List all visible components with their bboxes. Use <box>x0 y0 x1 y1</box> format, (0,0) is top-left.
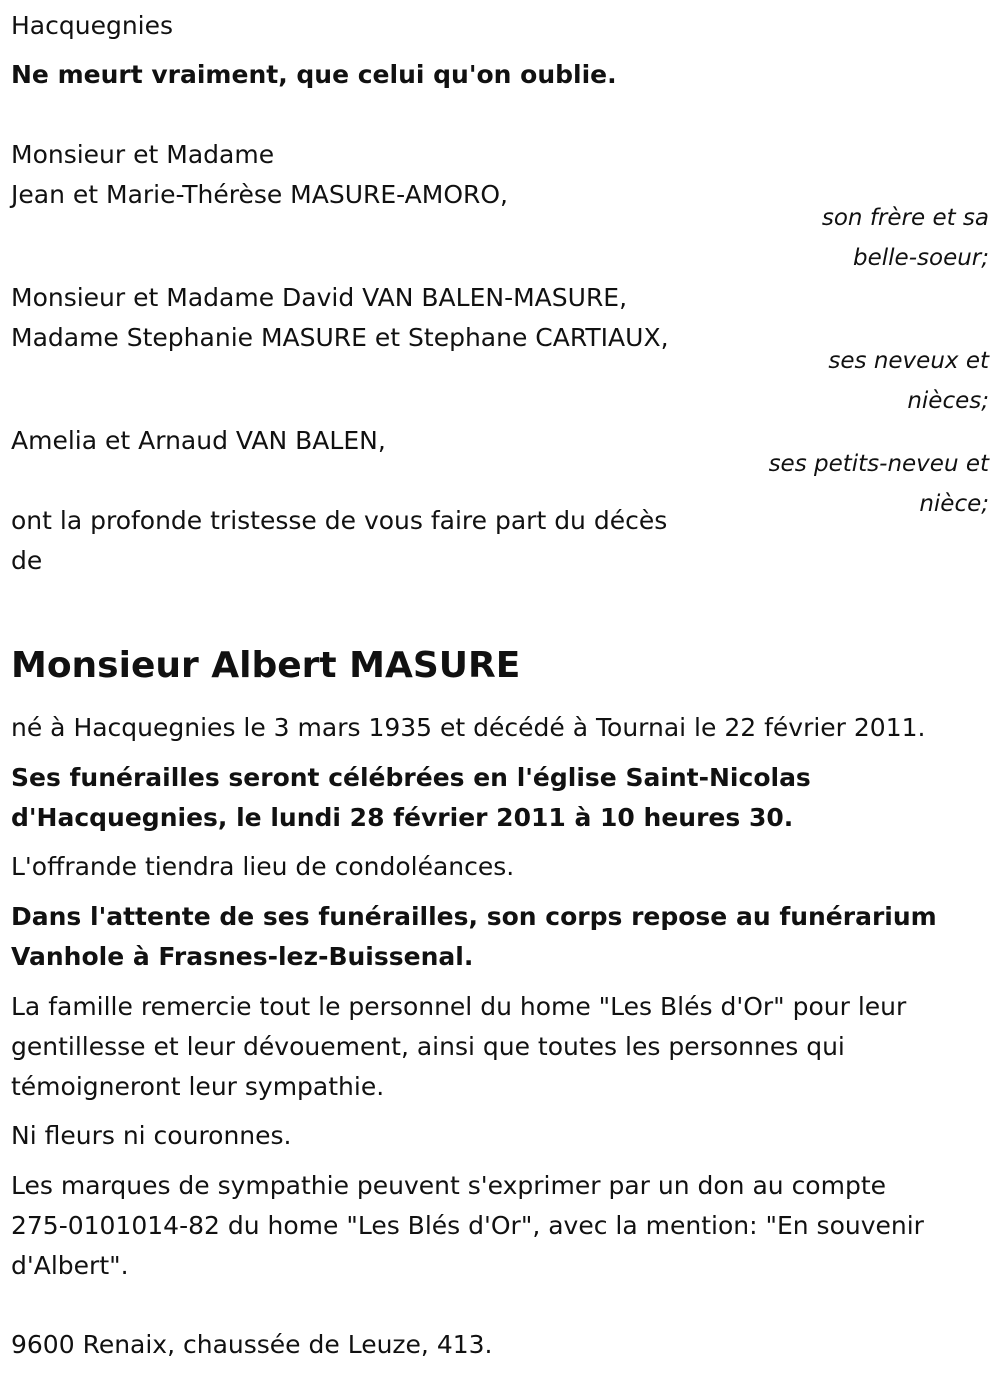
repose-info-line: Vanhole à Frasnes-lez-Buissenal. <box>11 942 474 971</box>
family-line: Monsieur et Madame David VAN BALEN-MASURE, <box>11 283 628 312</box>
offering-note: L'offrande tiendra lieu de condoléances. <box>11 852 515 881</box>
donation-line: Les marques de sympathie peuvent s'exprimer par un don au compte <box>11 1171 887 1200</box>
relation-label <box>828 341 989 421</box>
funeral-info-line: Ses funérailles seront célébrées en l'église Saint-Nicolas <box>11 763 811 792</box>
funeral-info-line: d'Hacquegnies, le lundi 28 février 2011 à 10 heures 30. <box>11 803 794 832</box>
family-line: Madame Stephanie MASURE et Stephane CARTIAUX, <box>11 323 669 352</box>
relation-line: nièce; <box>919 491 989 517</box>
relation-label <box>822 198 989 278</box>
repose-info-line: Dans l'attente de ses funérailles, son corps repose au funérarium <box>11 902 937 931</box>
donation-line: d'Albert". <box>11 1251 129 1280</box>
announcement-line: ont la profonde tristesse de vous faire part du décès <box>11 506 668 535</box>
motto: Ne meurt vraiment, que celui qu'on oublie. <box>11 60 617 89</box>
family-line: Jean et Marie-Thérèse MASURE-AMORO, <box>11 180 508 209</box>
thanks-line: gentillesse et leur dévouement, ainsi que toutes les personnes qui <box>11 1032 845 1061</box>
thanks-line: La famille remercie tout le personnel du home "Les Blés d'Or" pour leur <box>11 992 907 1021</box>
deceased-name: Monsieur Albert MASURE <box>11 645 521 687</box>
donation-line: 275-0101014-82 du home "Les Blés d'Or", avec la mention: "En souvenir <box>11 1211 924 1240</box>
family-line: Amelia et Arnaud VAN BALEN, <box>11 426 386 455</box>
address: 9600 Renaix, chaussée de Leuze, 413. <box>11 1330 493 1359</box>
thanks-line: témoigneront leur sympathie. <box>11 1072 385 1101</box>
relation-line: ses neveux et <box>828 348 989 374</box>
relation-line: belle-soeur; <box>853 245 989 271</box>
relation-label <box>769 444 989 524</box>
family-line: Monsieur et Madame <box>11 140 275 169</box>
relation-line: ses petits-neveu et <box>768 451 989 477</box>
town-name: Hacquegnies <box>11 11 174 40</box>
relation-line: nièces; <box>907 388 989 414</box>
birth-death-info: né à Hacquegnies le 3 mars 1935 et décédé à Tournai le 22 février 2011. <box>11 713 926 742</box>
announcement-line: de <box>11 546 43 575</box>
no-flowers-note: Ni fleurs ni couronnes. <box>11 1121 292 1150</box>
relation-line: son frère et sa <box>821 205 989 231</box>
